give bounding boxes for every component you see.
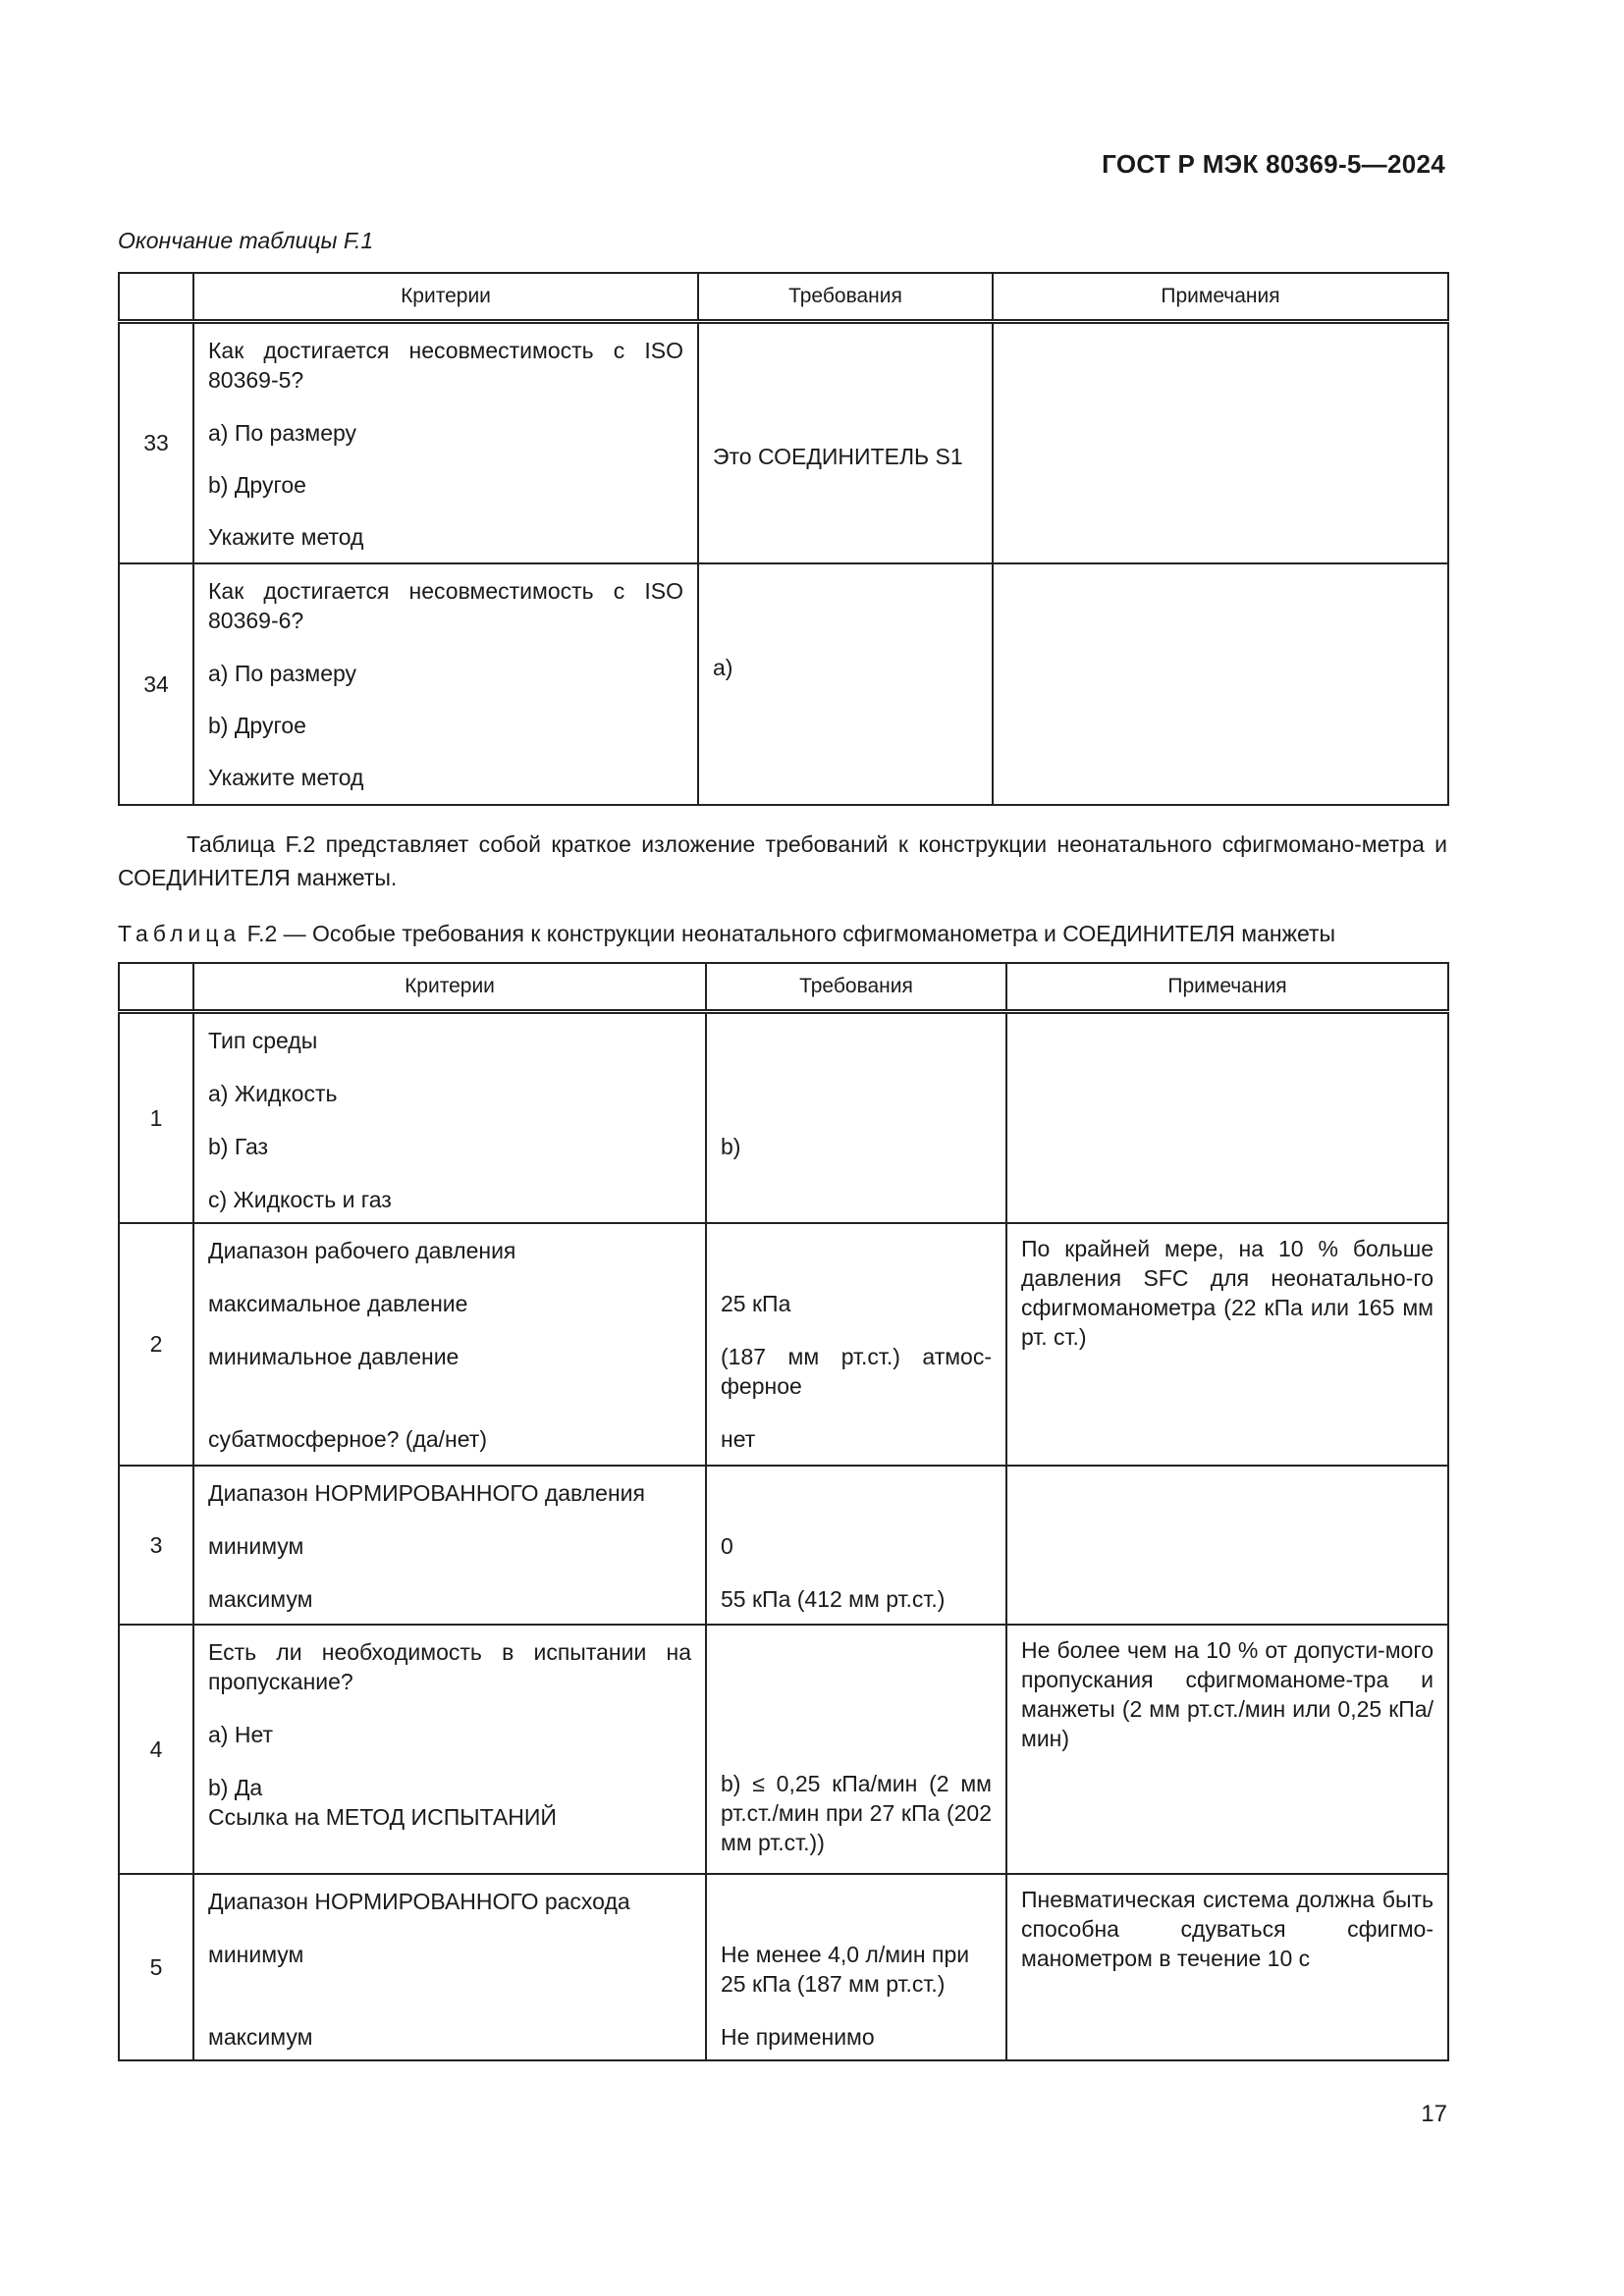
requirement-item: нет	[721, 1425, 756, 1452]
table1-caption: Окончание таблицы F.1	[118, 228, 374, 253]
document-header: ГОСТ Р МЭК 80369-5—2024	[1102, 149, 1445, 179]
criteria-item: Диапазон рабочего давления	[208, 1237, 516, 1263]
requirement-item: Не менее 4,0 л/мин при 25 кПа (187 мм рт.ст.)	[721, 1941, 970, 1997]
note-cell: Пневматическая система должна быть способна сдуваться сфигмо-манометром в течение 10 с	[1006, 1874, 1448, 2060]
table-row	[119, 1012, 1448, 1223]
requirement-cell: a)	[698, 563, 993, 805]
criteria-cell	[193, 1223, 706, 1466]
note-cell: По крайней мере, на 10 % больше давления SFC для неонатально-го сфигмоманометра (22 кПа или 165 мм рт. ст.)	[1006, 1223, 1448, 1466]
criteria-cell	[193, 563, 698, 805]
criteria-item: минимум	[208, 1941, 304, 1967]
requirement-item	[721, 1478, 992, 1508]
requirement-item	[721, 1185, 992, 1214]
criteria-item: a) Жидкость	[208, 1081, 338, 1106]
row-number: 33	[119, 322, 193, 563]
criteria-item: b) Газ	[208, 1134, 269, 1159]
table-f1-end	[118, 272, 1449, 806]
table-header-row	[119, 273, 1448, 322]
criteria-item: a) Нет	[208, 1721, 274, 1747]
requirement-item: 25 кПа	[721, 1290, 791, 1316]
criteria-item: Диапазон НОРМИРОВАННОГО расхода	[208, 1888, 630, 1914]
requirement-item	[721, 1887, 992, 1916]
row-number: 1	[119, 1012, 193, 1223]
criteria-item: Ссылка на МЕТОД ИСПЫТАНИЙ	[208, 1803, 557, 1830]
note-cell: Не более чем на 10 % от допусти-мого пропускания сфигмоманоме-тра и манжеты (2 мм рт.ст./мин или 0,25 кПа/мин)	[1006, 1625, 1448, 1874]
page-number: 17	[1421, 2101, 1447, 2127]
table2-caption-text: F.2 — Особые требования к конструкции неонатального сфигмоманометра и СОЕДИНИТЕЛЯ манжеты	[241, 921, 1336, 946]
criteria-item: Тип среды	[208, 1028, 318, 1053]
criteria-option: Укажите метод	[208, 764, 364, 790]
requirement-cell	[706, 1625, 1006, 1874]
criteria-option: a) По размеру	[208, 660, 357, 686]
criteria-item: Диапазон НОРМИРОВАННОГО давления	[208, 1479, 645, 1506]
criteria-item: минимальное давление	[208, 1343, 460, 1369]
criteria-cell	[193, 1466, 706, 1625]
requirement-item: 55 кПа (412 мм рт.ст.)	[721, 1585, 946, 1612]
criteria-item: минимум	[208, 1532, 304, 1559]
table2-caption-label: Таблица	[118, 921, 242, 946]
criteria-question: Как достигается несовместимость с ISO 80369-6?	[208, 577, 683, 633]
column-header-num	[119, 963, 193, 1012]
criteria-item: субатмосферное? (да/нет)	[208, 1425, 487, 1452]
requirement-cell	[706, 1223, 1006, 1466]
criteria-cell	[193, 1625, 706, 1874]
criteria-cell	[193, 1874, 706, 2060]
column-header-requirements: Требования	[706, 963, 1006, 1012]
requirement-item: 0	[721, 1532, 733, 1559]
requirement-cell	[706, 1012, 1006, 1223]
criteria-question: Есть ли необходимость в испытании на пропускание?	[208, 1638, 691, 1694]
row-number: 3	[119, 1466, 193, 1625]
criteria-option: b) Другое	[208, 472, 306, 498]
criteria-question: Как достигается несовместимость с ISO 80369-5?	[208, 338, 683, 393]
table-row	[119, 1466, 1448, 1625]
column-header-notes: Примечания	[1006, 963, 1448, 1012]
column-header-notes: Примечания	[993, 273, 1448, 322]
table-row	[119, 322, 1448, 563]
table-header-row	[119, 963, 1448, 1012]
requirement-item: Не применимо	[721, 2023, 875, 2050]
criteria-cell	[193, 1012, 706, 1223]
requirement-cell: Это СОЕДИНИТЕЛЬ S1	[698, 322, 993, 563]
criteria-option: b) Другое	[208, 712, 306, 738]
table2-caption	[118, 921, 1453, 947]
row-number: 5	[119, 1874, 193, 2060]
note-cell	[1006, 1012, 1448, 1223]
criteria-cell	[193, 322, 698, 563]
requirement-item	[721, 1026, 992, 1055]
row-number: 34	[119, 563, 193, 805]
row-number: 4	[119, 1625, 193, 1874]
requirement-cell	[706, 1874, 1006, 2060]
table-row	[119, 1625, 1448, 1874]
criteria-item: максимум	[208, 1585, 313, 1612]
criteria-option: a) По размеру	[208, 420, 357, 446]
table-row	[119, 1874, 1448, 2060]
criteria-item: b) Да	[208, 1774, 263, 1800]
table-f2	[118, 962, 1449, 2061]
requirement-item: (187 мм рт.ст.) атмос-ферное	[721, 1343, 992, 1399]
requirement-item	[721, 1079, 992, 1108]
requirement-cell	[706, 1466, 1006, 1625]
table-row	[119, 1223, 1448, 1466]
note-cell	[993, 563, 1448, 805]
column-header-criteria: Критерии	[193, 273, 698, 322]
note-cell	[1006, 1466, 1448, 1625]
note-cell	[993, 322, 1448, 563]
column-header-criteria: Критерии	[193, 963, 706, 1012]
requirement-item: b) ≤ 0,25 кПа/мин (2 мм рт.ст./мин при 27 кПа (202 мм рт.ст.))	[721, 1770, 992, 1855]
column-header-requirements: Требования	[698, 273, 993, 322]
criteria-item: максимум	[208, 2023, 313, 2050]
row-number: 2	[119, 1223, 193, 1466]
criteria-option: Укажите метод	[208, 524, 364, 550]
requirement-item	[721, 1236, 992, 1265]
intro-paragraph: Таблица F.2 представляет собой краткое изложение требований к конструкции неонатального сфигмомано-метра и СОЕДИНИТЕЛЯ манжеты.	[118, 831, 1447, 890]
criteria-item: c) Жидкость и газ	[208, 1187, 392, 1212]
requirement-item: b)	[721, 1134, 741, 1159]
criteria-item: максимальное давление	[208, 1290, 468, 1316]
column-header-num	[119, 273, 193, 322]
table-row	[119, 563, 1448, 805]
